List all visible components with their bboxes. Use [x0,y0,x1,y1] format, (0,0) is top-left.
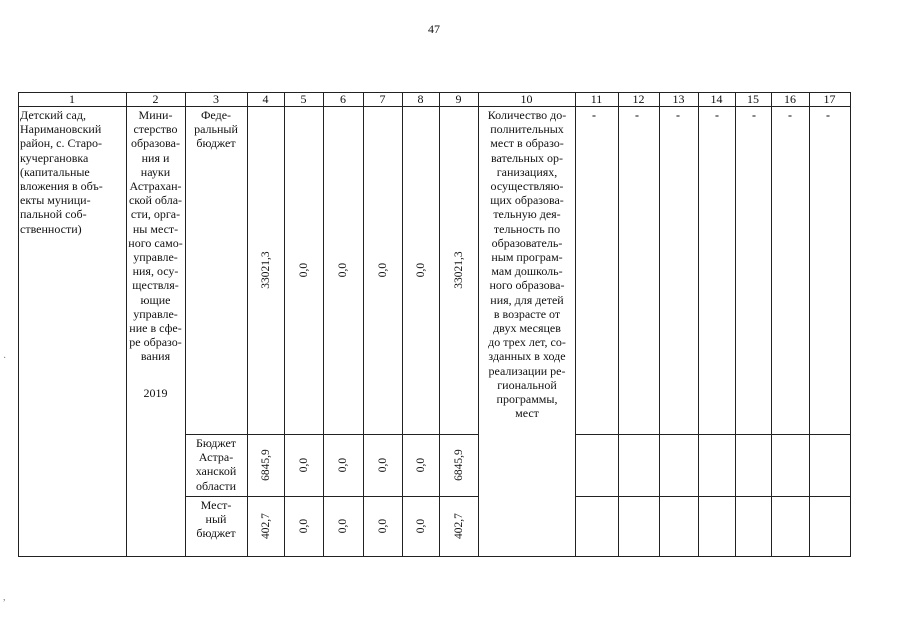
object-name: Детский сад, Наримановский район, с. Старо- кучергановка (капитальные вложения в объ- екты муници- пальной соб- ственности) [20,108,103,236]
empty-value-dash: - [715,108,719,122]
funding-source: Бюджет Астра- ханской области [195,436,237,493]
table-rule [323,92,324,557]
amount-c9: 6845,9 [452,449,465,481]
table-rule [185,496,479,497]
funding-source: Мест- ный бюджет [196,498,236,541]
amount-c5: 0,0 [297,518,310,534]
amount-c6: 0,0 [337,457,349,473]
column-header: 16 [784,92,796,106]
table-rule [18,92,19,557]
column-header: 10 [520,92,533,106]
column-header: 7 [379,92,386,106]
empty-value-dash: - [592,108,596,122]
column-header: 15 [747,92,759,106]
column-header: 9 [455,92,462,106]
amount-c4: 6845,9 [259,449,272,481]
column-header: 6 [340,92,346,106]
amount-c8: 0,0 [414,518,427,534]
amount-c5: 0,0 [297,457,310,473]
table-rule [659,92,660,557]
table-rule [185,434,479,435]
table-rule [18,556,851,557]
empty-value-dash: - [676,108,680,122]
column-header: 3 [213,92,219,106]
column-header: 8 [417,92,424,106]
amount-c9: 402,7 [452,513,465,539]
amount-c6: 0,0 [337,518,349,534]
empty-value-dash: - [635,108,639,122]
table-rule [439,92,440,557]
table-rule [402,92,403,557]
table-rule [698,92,699,557]
column-header: 2 [152,92,159,106]
empty-value-dash: - [788,108,792,122]
column-header: 17 [823,92,836,106]
amount-c4: 33021,3 [259,251,272,289]
amount-c7: 0,0 [376,262,389,278]
table-rule [575,92,576,557]
indicator-description: Количество до- полнительных мест в образо- вательных ор- ганизациях, осуществляю- щих образова- тельную дея- тельность по образователь- ным програм- мам дошколь- ного образова- ния, для детей в возрасте от двух месяцев до трех лет, со- зданных в ходе реализации ре- гиональной программы, мест [487,108,567,421]
empty-value-dash: - [826,108,830,122]
column-header: 5 [300,92,307,106]
column-header: 13 [672,92,685,106]
table-rule [850,92,851,557]
amount-c4: 402,7 [259,513,272,539]
table-rule [618,92,619,557]
column-header: 14 [710,92,723,106]
amount-c5: 0,0 [297,262,310,278]
margin-mark: , [3,592,6,603]
table-rule [363,92,364,557]
amount-c8: 0,0 [414,457,427,473]
amount-c7: 0,0 [376,518,389,534]
amount-c6: 0,0 [337,262,349,278]
table-rule [735,92,736,557]
margin-mark: · [3,353,7,364]
amount-c8: 0,0 [414,262,427,278]
table-rule [809,92,810,557]
funding-source: Феде- ральный бюджет [194,108,238,151]
implementation-year: 2019 [143,386,168,400]
table-rule [18,106,851,107]
responsible-executor: Мини- стерство образова- ния и науки Астрахан- ской обла- сти, орга- ны мест- ного само- управле- ния, осу- ществля- ющие управле- ние в сфе- ре образо- вания [128,108,183,364]
column-header: 12 [632,92,645,106]
amount-c9: 33021,3 [452,251,465,289]
table-rule [284,92,285,557]
column-header: 1 [69,92,75,106]
program-table [18,92,850,556]
table-rule [247,92,248,557]
column-header: 4 [262,92,269,106]
column-header: 11 [590,92,603,106]
page-number: 47 [428,22,440,36]
amount-c7: 0,0 [376,457,389,473]
table-rule [771,92,772,557]
empty-value-dash: - [752,108,756,122]
